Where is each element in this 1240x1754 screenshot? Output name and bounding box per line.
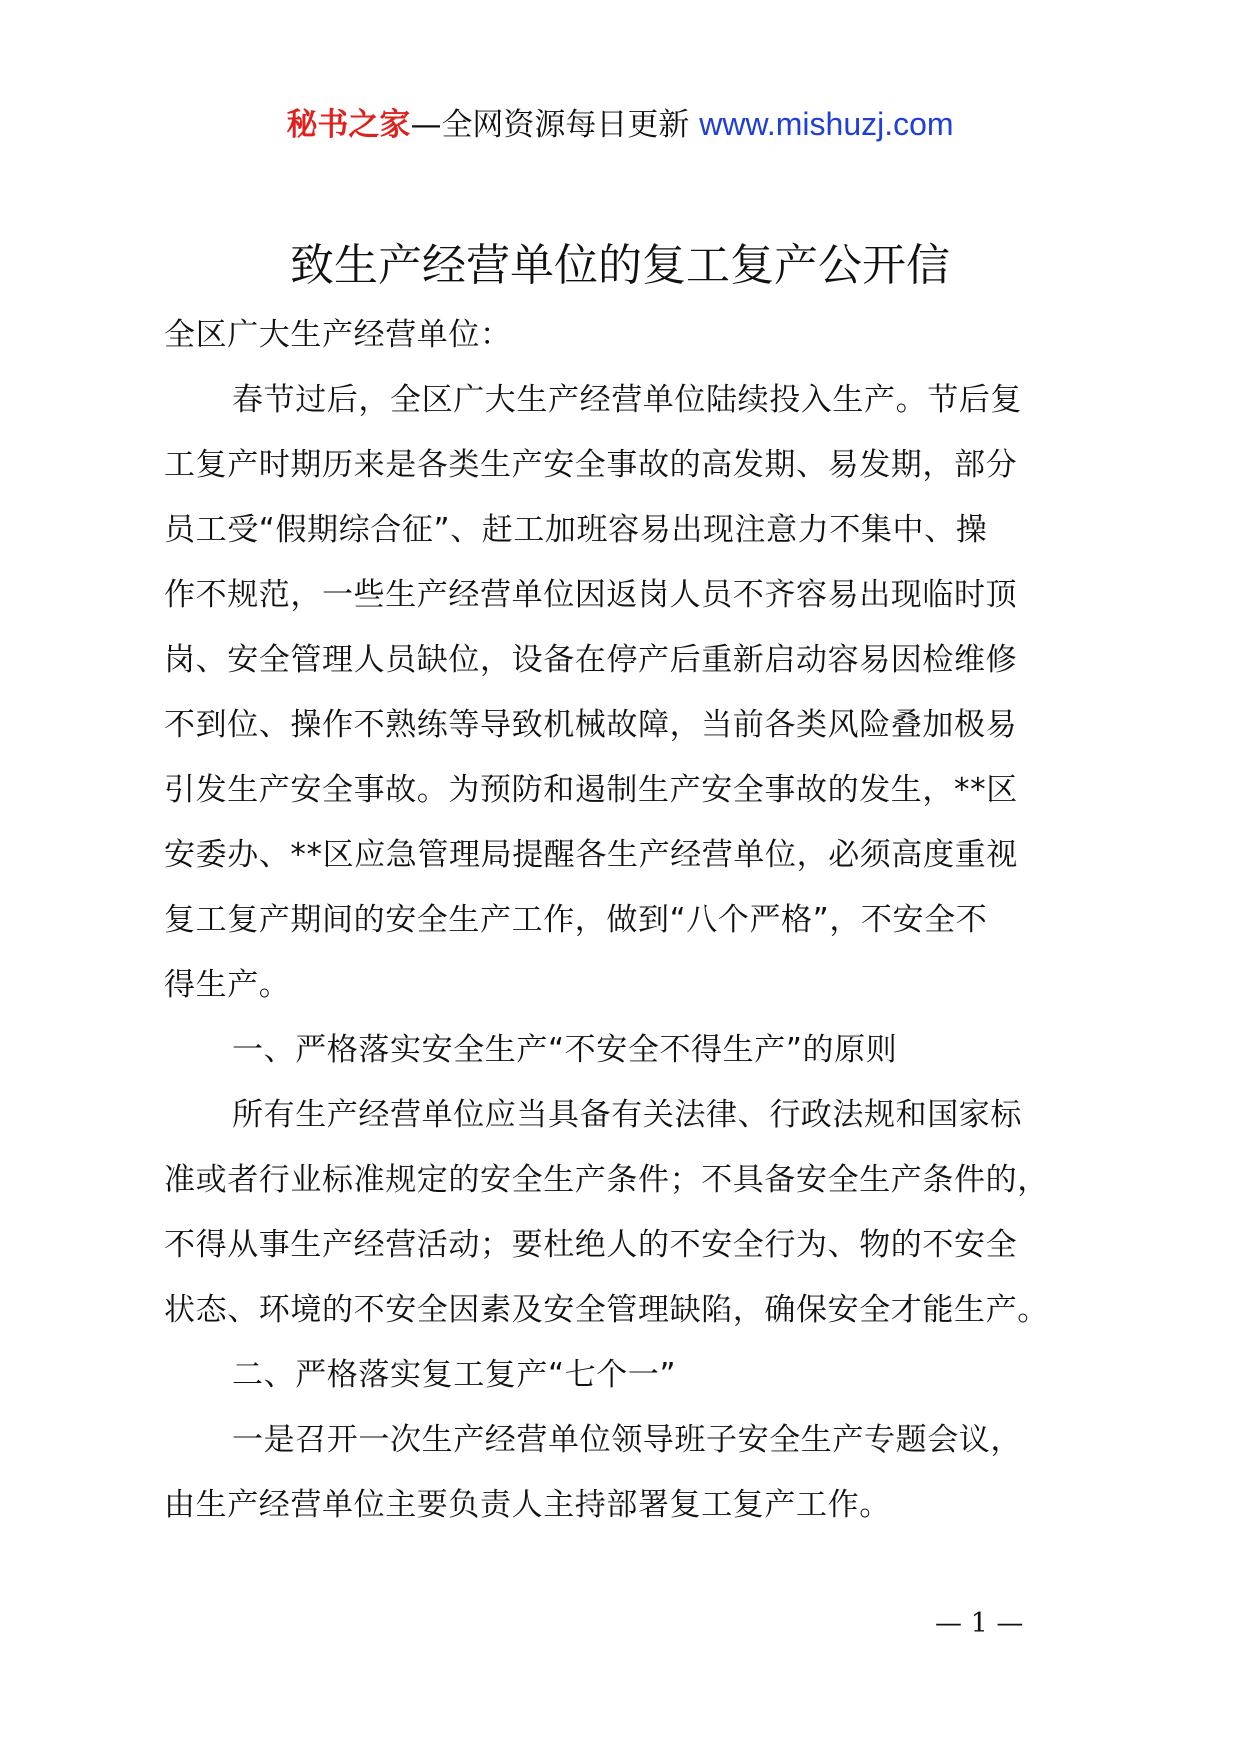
paragraph-line: 得生产。 xyxy=(164,967,291,1003)
document-body xyxy=(164,303,1108,1538)
salutation: 全区广大生产经营单位： xyxy=(164,317,512,353)
paragraph-line: 不得从事生产经营活动；要杜绝人的不安全行为、物的不安全 xyxy=(164,1227,1018,1263)
section-heading-2: 二、严格落实复工复产“七个一” xyxy=(232,1357,677,1393)
paragraph-line: 岗、安全管理人员缺位，设备在停产后重新启动容易因检维修 xyxy=(164,642,1018,678)
paragraph-line: 引发生产安全事故。为预防和遏制生产安全事故的发生，**区 xyxy=(164,772,1018,808)
paragraph-line: 一是召开一次生产经营单位领导班子安全生产专题会议， xyxy=(232,1422,1022,1458)
paragraph-line: 作不规范，一些生产经营单位因返岗人员不齐容易出现临时顶 xyxy=(164,577,1018,613)
paragraph-line: 状态、环境的不安全因素及安全管理缺陷，确保安全才能生产。 xyxy=(164,1292,1049,1328)
paragraph-line: 准或者行业标准规定的安全生产条件；不具备安全生产条件的， xyxy=(164,1162,1049,1198)
header-slogan: —全网资源每日更新 xyxy=(410,107,700,143)
paragraph-line: 复工复产期间的安全生产工作，做到“八个严格”，不安全不 xyxy=(164,902,988,938)
paragraph-line: 由生产经营单位主要负责人主持部署复工复产工作。 xyxy=(164,1487,891,1523)
paragraph-line: 春节过后，全区广大生产经营单位陆续投入生产。节后复 xyxy=(232,382,1022,418)
paragraph-line: 所有生产经营单位应当具备有关法律、行政法规和国家标 xyxy=(232,1097,1022,1133)
site-header xyxy=(0,100,1240,149)
brand-name: 秘书之家 xyxy=(286,107,411,143)
paragraph-line: 员工受“假期综合征”、赶工加班容易出现注意力不集中、操 xyxy=(164,512,988,548)
paragraph-line: 安委办、**区应急管理局提醒各生产经营单位，必须高度重视 xyxy=(164,837,1018,873)
section-heading-1: 一、严格落实安全生产“不安全不得生产”的原则 xyxy=(232,1032,898,1068)
site-url-link[interactable]: www.mishuzj.com xyxy=(699,106,954,142)
page-number: — 1 — xyxy=(935,1608,1024,1639)
document-title: 致生产经营单位的复工复产公开信 xyxy=(290,240,950,291)
paragraph-line: 工复产时期历来是各类生产安全事故的高发期、易发期，部分 xyxy=(164,447,1018,483)
paragraph-line: 不到位、操作不熟练等导致机械故障，当前各类风险叠加极易 xyxy=(164,707,1018,743)
